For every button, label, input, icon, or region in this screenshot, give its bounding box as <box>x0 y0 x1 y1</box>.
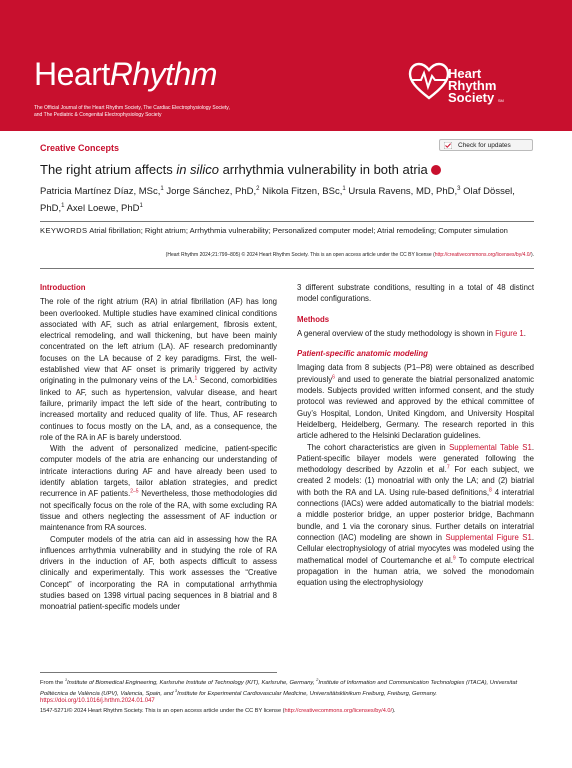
check-updates-icon <box>444 142 452 149</box>
heart-pulse-icon <box>408 62 450 102</box>
right-column <box>297 282 534 588</box>
license-statement: 1547-5271/© 2024 Heart Rhythm Society. This is an open access article under the CC BY license (http://creativecommons.org/licenses/by/4.0/). <box>40 708 396 714</box>
left-column <box>40 282 277 613</box>
ref-link[interactable]: 7 <box>446 464 450 471</box>
keywords: KEYWORDS Atrial fibrillation; Right atrium; Arrhythmia vulnerability; Personalized computer model; Atrial remodeling; Computer simulation <box>40 226 508 235</box>
affiliations-footnote: From the $^1$Institute of Biomedical Engineering, Karlsruhe Institute of Technology (KIT), Karlsruhe, Germany, $^2$Institute of Information and Communication Technologies (ITACA), Universitat Politècnica de València (UPV), Valencia, Spain, and $^3$Institute for Experimental Cardiovascular Medicine, Universitätsklinikum Freiburg, Freiburg, Germany. <box>40 677 518 698</box>
ref-link[interactable]: 9 <box>452 554 456 561</box>
author-name: Axel Loewe, PhD <box>66 203 140 215</box>
continued-paragraph: 3 different substrate conditions, resulting in a total of 48 distinct model configurations. <box>297 283 534 304</box>
journal-tagline: The Official Journal of the Heart Rhythm Society, The Cardiac Electrophysiology Society, and The Pediatric & Congenital Electrophysiology Society <box>34 105 230 118</box>
ref-link[interactable]: 6 <box>332 374 335 381</box>
methods-paragraph: A general overview of the study methodology is shown in Figure 1. <box>297 328 526 338</box>
intro-paragraph-3: Computer models of the atria can aid in assessing how the RA influences arrhythmia vulnerability and in studying the role of RA drivers in the induction of AF, both aspects difficult to assess clinically and experimentally. This work assesses the “Creative Concept” of incorporating the RA in computational arrhythmia studies based on 1398 virtual pacing sequences in 8 biatrial and 8 monoatrial patient-specific models under <box>40 534 277 612</box>
society-logo <box>408 62 558 128</box>
author-affiliation: 1 <box>342 186 346 192</box>
ref-link[interactable]: 8 <box>489 487 492 494</box>
journal-logo: HeartRhythm <box>34 56 217 92</box>
author-affiliation: 1 <box>61 203 65 210</box>
journal-banner <box>0 0 572 131</box>
introduction-heading: Introduction <box>40 283 86 292</box>
author-name: Jorge Sánchez, PhD, <box>166 186 257 198</box>
article-type: Creative Concepts <box>40 143 120 153</box>
figure-link[interactable]: Figure 1 <box>495 328 524 338</box>
ref-link[interactable]: 1 <box>194 375 198 382</box>
anatomic-paragraph: Imaging data from 8 subjects (P1–P8) were obtained as described previously$^6$ and used to generate the biatrial personalized anatomic models. Subjects provided written informed consent, and the study protocol was reviewed and approved by the ethical committee of Guy’s Hospital, London, United Kingdom, and University Hospital Heidelberg, Heidelberg, Germany. The research reported in this article adhered to the Helsinki Declaration guidelines. <box>297 363 534 441</box>
open-access-icon <box>431 165 441 175</box>
methods-heading: Methods <box>297 314 330 324</box>
author-name: Nikola Fitzen, BSc, <box>262 186 343 198</box>
author-list <box>40 182 540 216</box>
author-name: Ursula Ravens, MD, PhD, <box>348 186 458 198</box>
ref-link[interactable]: 2–5 <box>130 488 139 495</box>
article-title: The right atrium affects in silico arrhythmia vulnerability in both atria <box>40 162 441 177</box>
divider-mid <box>40 268 534 269</box>
footnote-divider <box>40 672 277 673</box>
doi-link[interactable]: https://doi.org/10.1016/j.hrthm.2024.01.047 <box>40 698 155 704</box>
author-name: Patricia Martínez Díaz, MSc, <box>40 186 161 198</box>
license-link[interactable]: http://creativecommons.org/licenses/by/4.0/ <box>434 252 531 258</box>
intro-paragraph-2: With the advent of personalized medicine, patient-specific computer models of the atria are enhancing our understanding of intricate interactions during AF and have already been used to identify ablation targets, tailor ablation strategies, and predict recurrence in AF patients.$^{2-5}$ Nevertheless, those methodologies did not specifically focus on the role of the RA, with some excluding RA tissue and others neglecting the assessment of AF induction or maintenance from RA sources. <box>40 444 277 533</box>
author-affiliation: 2 <box>256 186 260 192</box>
author-name: Olaf Dössel, PhD, <box>40 186 515 215</box>
society-name: Heart Rhythm Society SM <box>448 66 504 105</box>
citation-line: (Heart Rhythm 2024;21:799–805) © 2024 Heart Rhythm Society. This is an open access article under the CC BY license (http://creativecommons.org/licenses/by/4.0/). <box>165 252 534 258</box>
supplemental-figure-link[interactable]: Supplemental Figure S1 <box>445 532 532 542</box>
author-affiliation: 1 <box>160 186 164 192</box>
check-for-updates-button[interactable]: Check for updates <box>439 139 533 151</box>
anatomic-modeling-heading: Patient-specific anatomic modeling <box>297 349 428 359</box>
author-affiliation: 3 <box>457 186 461 192</box>
author-affiliation: 1 <box>139 203 143 210</box>
intro-paragraph-1: The role of the right atrium (RA) in atrial fibrillation (AF) has long been overlooked. Multiple studies have examined clinical conditions associated with AF, such as atrial enlargement, fibrosis extent, electrical remodeling, and wall thickening, but have been mainly concentrated on the left atrium (LA). AF research predominantly focuses on the LA because of 2 key paradigms. First, the well-established view that AF onset is primarily triggered by activity originating in the pulmonary veins of the LA.$^1$ Second, comorbidities linked to AF, such as hypertension, valvular disease, and heart failure, primarily impact the left side of the heart, contributing to increased mortality and reduced quality of life. Thus, AF research continues to focus mostly on the LA, and, as a consequence, the role of the RA in AF is barely understood. <box>40 297 277 442</box>
license-url-link[interactable]: http://creativecommons.org/licenses/by/4.0/ <box>284 708 393 714</box>
supplemental-table-link[interactable]: Supplemental Table S1 <box>449 442 532 452</box>
cohort-paragraph: The cohort characteristics are given in Supplemental Table S1. Patient-specific bilayer models were generated following the methodology described by Azzolin et al.$^7$ For each subject, we created 2 models: (1) monoatrial with only the LA; and (2) biatrial with both the RA and LA. Using rule-based definitions,$^8$ 4 interatrial connections (IACs) were added automatically to the biatrial models: a middle posterior bridge, an upper posterior bridge, Bachmann bundle, and 1 via the coronary sinus. Further details on interatrial connection (IAC) modeling are shown in Supplemental Figure S1. Cellular electrophysiology of atrial myocytes was modeled using the mathematical model of Courtemanche et al.$^9$ To compute electrical propagation in the human atria, we solved the monodomain equation using the electrophysiology <box>297 442 534 588</box>
divider-top <box>40 221 534 222</box>
